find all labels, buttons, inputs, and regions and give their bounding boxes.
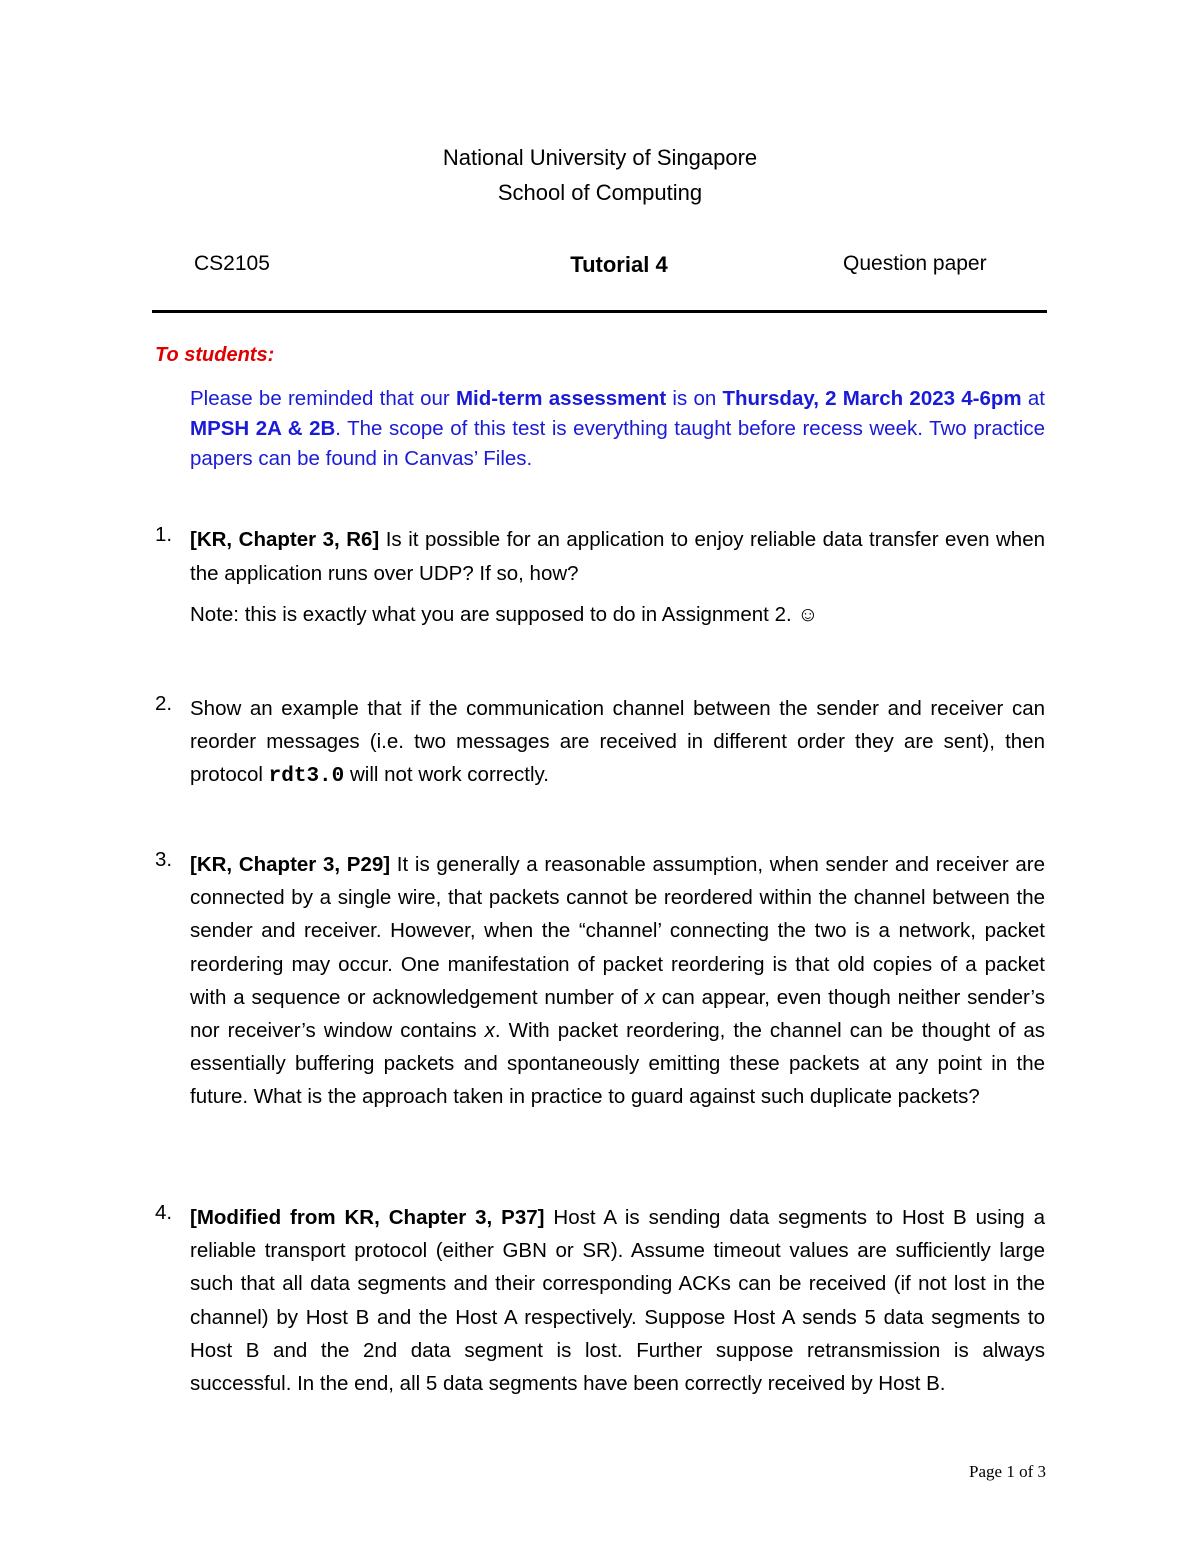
question-1-note: Note: this is exactly what you are supposed to do in Assignment 2. ☺	[190, 603, 819, 626]
course-code: CS2105	[194, 252, 270, 275]
notice-date: Thursday, 2 March 2023 4-6pm	[722, 387, 1022, 410]
question-1-text: Is it possible for an application to enjoy reliable data transfer even when the application runs over UDP? If so, how?	[190, 528, 1045, 585]
notice-midterm: Mid-term assessment	[455, 387, 667, 410]
notice-text-3: at	[1021, 387, 1045, 410]
question-2-text-b: will not work correctly.	[344, 763, 549, 787]
question-1	[155, 523, 1045, 591]
question-4-ref: [Modified from KR, Chapter 3, P37]	[190, 1206, 545, 1229]
question-4-number: 4.	[155, 1201, 173, 1224]
notice-venue: MPSH 2A & 2B	[190, 417, 336, 440]
question-3-ref: [KR, Chapter 3, P29]	[190, 853, 391, 876]
question-4-text: Host A is sending data segments to Host B using a reliable transport protocol (either GBN or SR). Assume timeout values are sufficiently large such that all data segments and their corresponding ACKs can be received (if not lost in the channel) by Host B and the Host A respectively. Suppose Host A sends 5 data segments to Host B and the 2nd data segment is lost. Further suppose retransmission is always successful. In the end, all 5 data segments have been correctly received by Host B.	[190, 1206, 1046, 1396]
question-1-number: 1.	[155, 523, 173, 546]
notice-text-4: . The scope of this test is everything taught before recess week. Two practice papers can be found in Canvas’ Files.	[190, 417, 1045, 470]
question-3	[155, 848, 1045, 1114]
question-1-ref: [KR, Chapter 3, R6]	[190, 528, 380, 551]
tutorial-title: Tutorial 4	[570, 252, 668, 277]
notice-text-1: Please be reminded that our	[190, 387, 456, 410]
question-2-text-a: Show an example that if the communication channel between the sender and receiver can reorder messages (i.e. two messages are received in different order they are sent), then protocol	[190, 697, 1045, 787]
paper-type: Question paper	[843, 252, 987, 275]
question-3-var-x: x	[644, 985, 655, 1009]
university-name: National University of Singapore	[442, 145, 758, 170]
header-divider	[152, 310, 1047, 313]
question-3-var-x-2: x	[484, 1019, 495, 1043]
question-3-number: 3.	[155, 848, 173, 871]
question-3-text-c: . With packet reordering, the channel can be thought of as essentially buffering packets and spontaneously emitting these packets at any point in the future. What is the approach taken in practice to guard against such duplicate packets?	[190, 1019, 1045, 1109]
notice-text-2: is on	[666, 387, 723, 410]
question-3-text-b: can appear, even though neither sender’s nor receiver’s window contains	[190, 985, 1045, 1043]
notice-heading: To students:	[155, 344, 275, 366]
question-2-number: 2.	[155, 692, 173, 715]
question-2	[155, 692, 1045, 794]
question-2-code: rdt3.0	[268, 765, 345, 789]
page-number: Page 1 of 3	[969, 1462, 1046, 1481]
question-3-text-a: It is generally a reasonable assumption, when sender and receiver are connected by a single wire, that packets cannot be reordered within the channel between the sender and receiver. However, when the “channel’ connecting the two is a network, packet reordering may occur. One manifestation of packet reordering is that old copies of a packet with a sequence or acknowledgement number of	[190, 853, 1045, 1009]
school-name: School of Computing	[497, 180, 703, 205]
midterm-notice	[190, 384, 1045, 474]
question-4	[155, 1201, 1045, 1400]
